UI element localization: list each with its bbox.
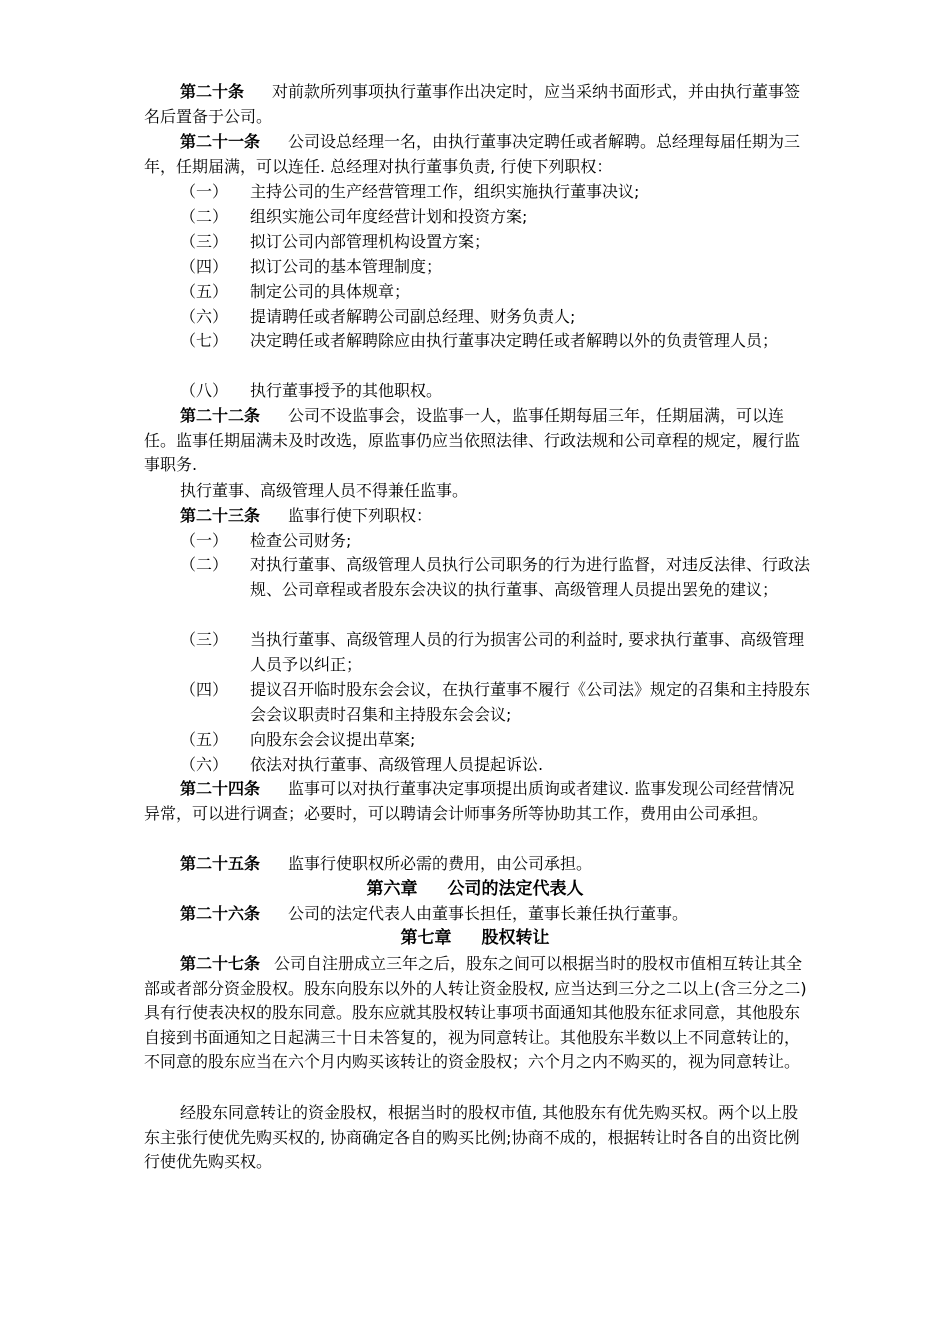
chapter-number: 第六章 bbox=[366, 879, 418, 899]
list-item bbox=[180, 553, 810, 602]
article-26 bbox=[144, 902, 808, 927]
item-text: 检查公司财务; bbox=[250, 531, 352, 550]
list-item bbox=[180, 628, 810, 677]
article-label: 第二十三条 bbox=[180, 506, 261, 525]
list-item bbox=[180, 230, 810, 255]
item-number: （四） bbox=[180, 680, 229, 699]
article-label: 第二十七条 bbox=[180, 954, 261, 973]
article-label: 第二十一条 bbox=[180, 132, 261, 151]
list-item bbox=[180, 180, 810, 205]
chapter-title: 股权转让 bbox=[481, 928, 550, 948]
item-number: （五） bbox=[180, 282, 229, 301]
item-text: 对执行董事、高级管理人员执行公司职务的行为进行监督，对违反法律、行政法规、公司章程或者股东会决议的执行董事、高级管理人员提出罢免的建议； bbox=[250, 555, 811, 599]
item-text: 决定聘任或者解聘除应由执行董事决定聘任或者解聘以外的负责管理人员； bbox=[250, 331, 779, 350]
item-number: （三） bbox=[180, 630, 229, 649]
chapter-number: 第七章 bbox=[400, 928, 452, 948]
chapter-heading bbox=[0, 926, 950, 951]
item-text: 当执行董事、高级管理人员的行为损害公司的利益时, 要求执行董事、高级管理人员予以纠正； bbox=[250, 630, 805, 674]
item-number: （七） bbox=[180, 331, 229, 350]
chapter-title: 公司的法定代表人 bbox=[447, 879, 584, 899]
article-label: 第二十条 bbox=[180, 82, 245, 101]
item-number: （二） bbox=[180, 555, 229, 574]
article-label: 第二十五条 bbox=[180, 854, 261, 873]
article-label: 第二十六条 bbox=[180, 904, 261, 923]
article-27-paragraph: 经股东同意转让的资金股权，根据当时的股权市值, 其他股东有优先购买权。两个以上股东主张行使优先购买权的, 协商确定各自的购买比例;协商不成的，根据转让时各自的出资比例行使优先购买权。 bbox=[144, 1103, 800, 1172]
article-21 bbox=[144, 130, 808, 179]
list-item bbox=[180, 728, 810, 753]
article-text: 监事可以对执行董事决定事项提出质询或者建议. 监事发现公司经营情况异常，可以进行调查；必要时，可以聘请会计师事务所等协助其工作，费用由公司承担。 bbox=[144, 779, 795, 823]
chapter-heading bbox=[0, 877, 950, 902]
article-text: 公司设总经理一名，由执行董事决定聘任或者解聘。总经理每届任期为三年，任期届满，可以连任. 总经理对执行董事负责, 行使下列职权： bbox=[144, 132, 801, 176]
list-item bbox=[180, 305, 810, 330]
item-number: （一） bbox=[180, 182, 229, 201]
article-27 bbox=[144, 952, 808, 1075]
list-item bbox=[180, 678, 810, 727]
article-label: 第二十四条 bbox=[180, 779, 261, 798]
item-text: 组织实施公司年度经营计划和投资方案; bbox=[250, 207, 528, 226]
article-text: 对前款所列事项执行董事作出决定时，应当采纳书面形式，并由执行董事签名后置备于公司。 bbox=[144, 82, 801, 126]
list-item bbox=[180, 329, 810, 354]
item-number: （五） bbox=[180, 730, 229, 749]
list-item bbox=[180, 753, 810, 778]
list-item bbox=[180, 255, 810, 280]
item-number: （八） bbox=[180, 381, 229, 400]
article-24 bbox=[144, 777, 808, 826]
item-text: 提请聘任或者解聘公司副总经理、财务负责人; bbox=[250, 307, 576, 326]
item-text: 向股东会会议提出草案; bbox=[250, 730, 416, 749]
article-text: 公司的法定代表人由董事长担任，董事长兼任执行董事。 bbox=[288, 904, 689, 923]
item-text: 依法对执行董事、高级管理人员提起诉讼. bbox=[250, 755, 544, 774]
item-text: 拟订公司的基本管理制度； bbox=[250, 257, 443, 276]
list-item bbox=[180, 379, 810, 404]
article-25 bbox=[144, 852, 808, 877]
item-number: （六） bbox=[180, 755, 229, 774]
article-22 bbox=[144, 404, 808, 478]
list-item bbox=[180, 205, 810, 230]
article-text: 监事行使下列职权： bbox=[288, 506, 433, 525]
list-item bbox=[180, 529, 810, 554]
article-23 bbox=[144, 504, 808, 529]
item-number: （二） bbox=[180, 207, 229, 226]
article-20 bbox=[144, 80, 808, 129]
item-number: （四） bbox=[180, 257, 229, 276]
article-text: 公司不设监事会，设监事一人，监事任期每届三年，任期届满，可以连任。监事任期届满未及时改选，原监事仍应当依照法律、行政法规和公司章程的规定，履行监事职务. bbox=[144, 406, 801, 475]
item-number: （六） bbox=[180, 307, 229, 326]
item-text: 执行董事授予的其他职权。 bbox=[250, 381, 443, 400]
article-label: 第二十二条 bbox=[180, 406, 261, 425]
list-item bbox=[180, 280, 810, 305]
item-text: 拟订公司内部管理机构设置方案； bbox=[250, 232, 491, 251]
article-text: 监事行使职权所必需的费用，由公司承担。 bbox=[288, 854, 593, 873]
item-text: 主持公司的生产经营管理工作，组织实施执行董事决议; bbox=[250, 182, 640, 201]
article-22-paragraph: 执行董事、高级管理人员不得兼任监事。 bbox=[180, 481, 469, 500]
item-number: （一） bbox=[180, 531, 229, 550]
item-number: （三） bbox=[180, 232, 229, 251]
item-text: 制定公司的具体规章； bbox=[250, 282, 411, 301]
article-text: 公司自注册成立三年之后，股东之间可以根据当时的股权市值相互转让其全部或者部分资金股权。股东向股东以外的人转让资金股权, 应当达到三分之二以上(含三分之二)具有行使表决权的股东同意。股东应就其股权转让事项书面通知其他股东征求同意，其他股东自接到书面通知之日起满三十日未答复的，视为同意转让。其他股东半数以上不同意转让的，不同意的股东应当在六个月内购买该转让的资金股权；六个月之内不购买的，视为同意转让。 bbox=[144, 954, 807, 1072]
item-text: 提议召开临时股东会会议，在执行董事不履行《公司法》规定的召集和主持股东会会议职责时召集和主持股东会会议; bbox=[250, 680, 811, 724]
